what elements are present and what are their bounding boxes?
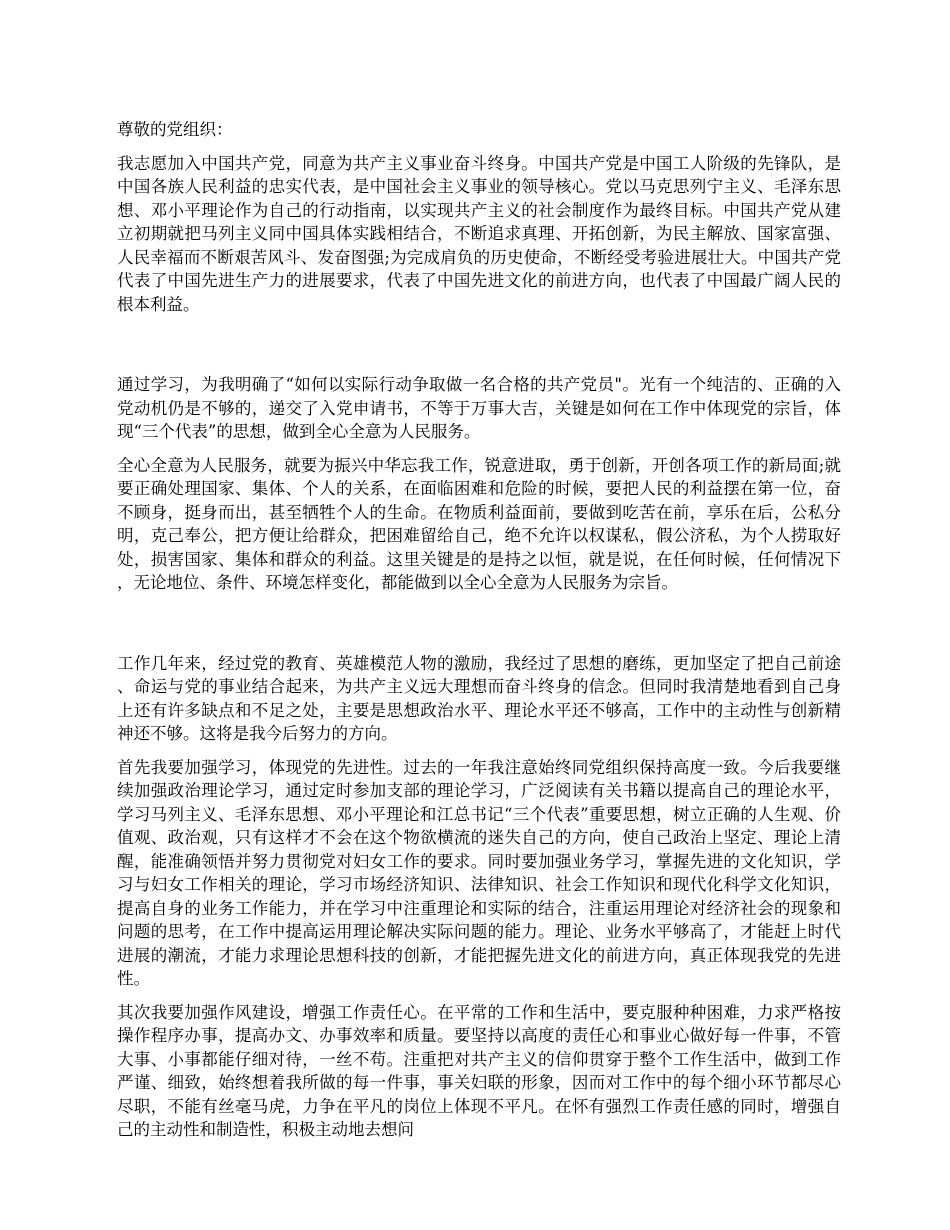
paragraph-2: 通过学习，为我明确了“如何以实际行动争取做一名合格的共产党员"。光有一个纯洁的、正确的入党动机仍是不够的，递交了入党申请书，不等于万事大吉，关键是如何在工作中体现党的宗旨，体现“三个代表”的思想，做到全心全意为人民服务。 — [117, 375, 841, 441]
salutation: 尊敬的党组织： — [117, 120, 233, 139]
paragraph-5: 首先我要加强学习，体现党的先进性。过去的一年我注意始终同党组织保持高度一致。今后我要继续加强政治理论学习，通过定时参加支部的理论学习，广泛阅读有关书籍以提高自己的理论水平，学习马列主义、毛泽东思想、邓小平理论和江总书记“三个代表”重要思想，树立正确的人生观、价值观、政治观，只有这样才不会在这个物欲横流的迷失自己的方向，使自己政治上坚定、理论上清醒，能准确领悟并努力贯彻党对妇女工作的要求。同时要加强业务学习，掌握先进的文化知识，学习与妇女工作相关的理论，学习市场经济知识、法律知识、社会工作知识和现代化科学文化知识，提高自身的业务工作能力，并在学习中注重理论和实际的结合，注重运用理论对经济社会的现象和问题的思考，在工作中提高运用理论解决实际问题的能力。理论、业务水平够高了，才能赶上时代进展的潮流，才能力求理论思想科技的创新，才能把握先进文化的前进方向，真正体现我党的先进性。 — [117, 757, 841, 988]
paragraph-3: 全心全意为人民服务，就要为振兴中华忘我工作，锐意进取，勇于创新，开创各项工作的新局面;就要正确处理国家、集体、个人的关系，在面临困难和危险的时候，要把人民的利益摆在第一位，奋不顾身，挺身而出，甚至牺牲个人的生命。在物质利益面前，要做到吃苦在前，享乐在后，公私分明，克己奉公，把方便让给群众，把困难留给自己，绝不允许以权谋私，假公济私，为个人捞取好处，损害国家、集体和群众的利益。这里关键是的是持之以恒，就是说，在任何时候，任何情况下，无论地位、条件、环境怎样变化，都能做到以全心全意为人民服务为宗旨。 — [117, 455, 841, 592]
paragraph-gap — [117, 605, 841, 652]
paragraph-gap — [117, 326, 841, 373]
document-body — [117, 118, 841, 1152]
paragraph-6: 其次我要加强作风建设，增强工作责任心。在平常的工作和生活中，要克服种种困难，力求严格按操作程序办事，提高办文、办事效率和质量。要坚持以高度的责任心和事业心做好每一件事，不管大事、小事都能仔细对待，一丝不苟。注重把对共产主义的信仰贯穿于整个工作生活中，做到工作严谨、细致，始终想着我所做的每一件事，事关妇联的形象，因而对工作中的每个细小环节都尽心尽职，不能有丝毫马虎，力争在平凡的岗位上体现不平凡。在怀有强烈工作责任感的同时，增强自己的主动性和制造性，积极主动地去想问 — [117, 1002, 841, 1139]
paragraph-4: 工作几年来，经过党的教育、英雄模范人物的激励，我经过了思想的磨练，更加坚定了把自己前途、命运与党的事业结合起来，为共产主义远大理想而奋斗终身的信念。但同时我清楚地看到自己身上还有许多缺点和不足之处，主要是思想政治水平、理论水平还不够高，工作中的主动性与创新精神还不够。这将是我今后努力的方向。 — [117, 653, 841, 743]
paragraph-1: 我志愿加入中国共产党，同意为共产主义事业奋斗终身。中国共产党是中国工人阶级的先锋队，是中国各族人民利益的忠实代表，是中国社会主义事业的领导核心。党以马克思列宁主义、毛泽东思想、邓小平理论作为自己的行动指南，以实现共产主义的社会制度作为最终目标。中国共产党从建立初期就把马列主义同中国具体实践相结合，不断追求真理、开拓创新，为民主解放、国家富强、人民幸福而不断艰苦风斗、发奋图强;为完成肩负的历史使命，不断经受考验进展壮大。中国共产党代表了中国先进生产力的进展要求，代表了中国先进文化的前进方向，也代表了中国最广阔人民的根本利益。 — [117, 153, 841, 314]
